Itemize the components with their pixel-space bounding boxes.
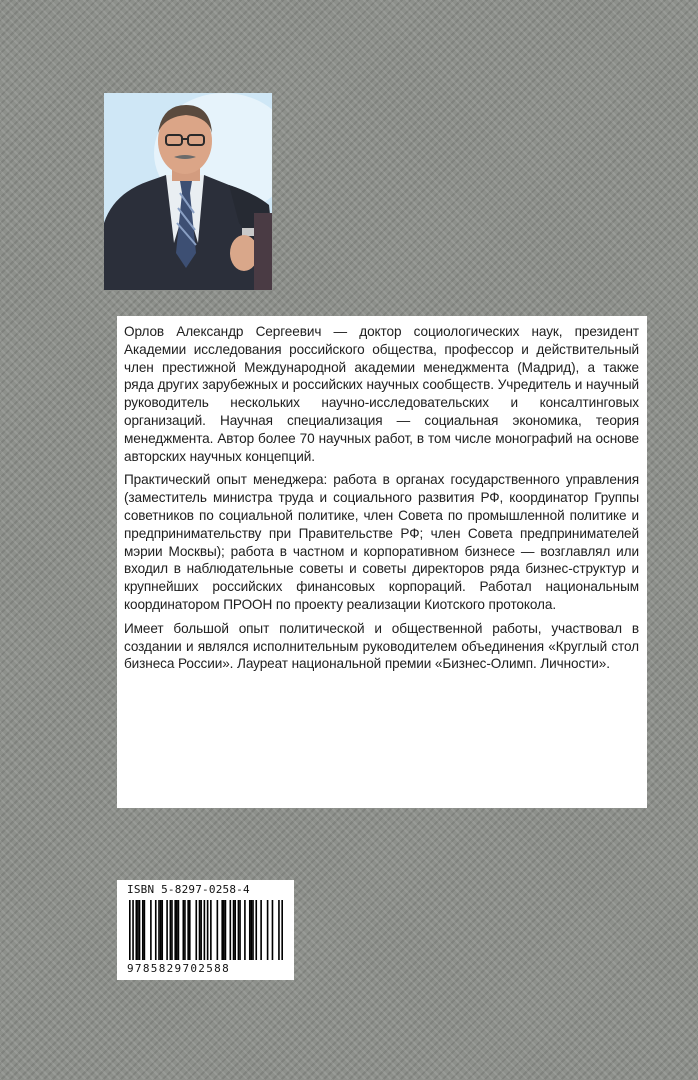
barcode-bar: [144, 900, 146, 960]
barcode-bar: [225, 900, 227, 960]
barcode-bar: [170, 900, 172, 960]
barcode-bar: [221, 900, 223, 960]
barcode-bar: [176, 900, 178, 960]
author-biography: [117, 316, 647, 808]
barcode-bar: [184, 900, 186, 960]
barcode-bar: [252, 900, 254, 960]
barcode-bar: [199, 900, 201, 960]
barcode-bar: [204, 900, 206, 960]
barcode-bar: [155, 900, 157, 960]
barcode-bar: [230, 900, 232, 960]
barcode-bar: [278, 900, 280, 960]
barcode-bar: [195, 900, 197, 960]
barcode-bar: [223, 900, 225, 960]
barcode-bar: [182, 900, 184, 960]
barcode-bar: [244, 900, 246, 960]
barcode-icon: [129, 900, 283, 960]
barcode-bar: [132, 900, 134, 960]
barcode-bar: [260, 900, 262, 960]
barcode-bar: [200, 900, 202, 960]
barcode-bar: [267, 900, 269, 960]
barcode-bar: [135, 900, 137, 960]
author-portrait-icon: [104, 93, 272, 290]
barcode-bar: [272, 900, 274, 960]
barcode-bar: [255, 900, 257, 960]
barcode-bar: [137, 900, 139, 960]
bio-paragraph-3: Имеет большой опыт политической и общественной работы, участвовал в создании и являлся исполнительным руководителем объединения «Круглый стол бизнеса России». Лауреат национальной премии «Бизнес-Олимп. Личности».: [124, 620, 639, 672]
barcode-bar: [187, 900, 189, 960]
barcode-bar: [166, 900, 168, 960]
author-photo: [104, 93, 272, 290]
barcode-panel: [117, 880, 294, 980]
barcode-bar: [189, 900, 191, 960]
barcode-bar: [129, 900, 131, 960]
barcode-bar: [281, 900, 283, 960]
barcode-bar: [158, 900, 160, 960]
barcode-bar: [160, 900, 162, 960]
barcode-bar: [234, 900, 236, 960]
barcode-bar: [251, 900, 253, 960]
barcode-bar: [207, 900, 209, 960]
barcode-bar: [238, 900, 240, 960]
barcode-bar: [217, 900, 219, 960]
barcode-bar: [233, 900, 235, 960]
bio-paragraph-2: Практический опыт менеджера: работа в органах государственного управления (заместитель министра труда и социального развития РФ, координатор Группы советников по социальной политике, член Совета по промышленной политике и предпринимательству при Правительстве РФ; член Совета предпринимателей мэрии Москвы); работа в частном и корпоративном бизнесе — возглавлял или входил в наблюдательные советы и советы директоров ряда бизнес-структур и крупнейших российских финансовых корпораций. Работал национальным координатором ПРООН по проекту реализации Киотского протокола.: [124, 472, 639, 612]
barcode-bar: [174, 900, 176, 960]
barcode-bar: [142, 900, 144, 960]
barcode-bar: [139, 900, 141, 960]
ean-digits: 9785829702588: [127, 962, 230, 975]
barcode-bar: [171, 900, 173, 960]
barcode-bar: [249, 900, 251, 960]
barcode-bar: [178, 900, 180, 960]
bio-paragraph-1: Орлов Александр Сергеевич — доктор социологических наук, президент Академии исследования российского общества, профессор и действительный член престижной Международной академии менеджмента (Мадрид), а также ряда других зарубежных и российских научных сообществ. Учредитель и научный руководитель нескольких научно-исследовательских и консалтинговых организаций. Научная специализация — социальная экономика, теория менеджмента. Автор более 70 научных работ, в том числе монографий на основе авторских научных концепций.: [124, 324, 639, 464]
isbn-label: ISBN 5-8297-0258-4: [127, 883, 250, 896]
barcode-bar: [239, 900, 241, 960]
barcode-bar: [210, 900, 212, 960]
barcode-bar: [150, 900, 152, 960]
barcode-bar: [161, 900, 163, 960]
